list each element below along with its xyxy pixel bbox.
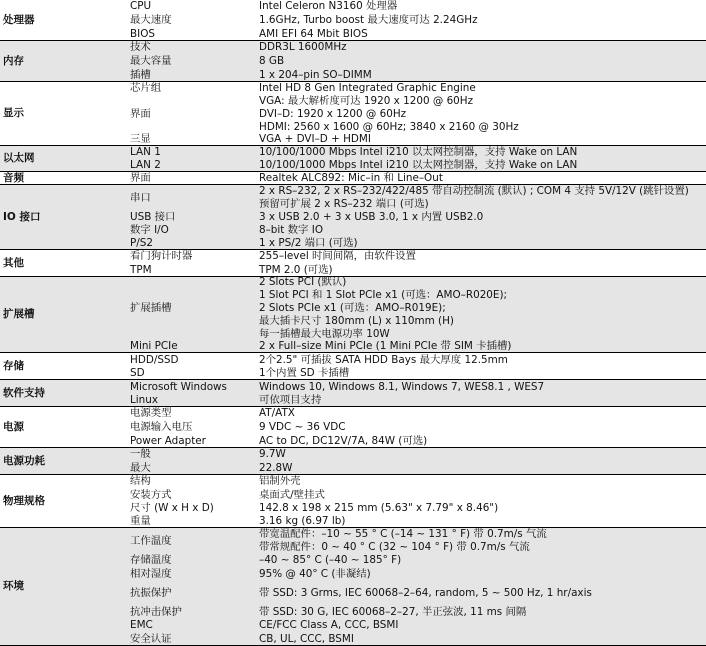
spec-value [259, 277, 704, 340]
spec-value-line: VGA + DVI–D + HDMI [259, 133, 371, 145]
spec-value-line: 预留可扩展 2 x RS–232 端口 (可选) [259, 198, 429, 210]
spec-group [0, 380, 706, 407]
spec-value [259, 13, 704, 27]
spec-row [0, 461, 706, 475]
spec-value-line: Intel HD 8 Gen Integrated Graphic Engine [259, 82, 476, 94]
spec-group [0, 475, 706, 528]
spec-group [0, 172, 706, 185]
spec-group [0, 250, 706, 277]
spec-label: 重量 [130, 515, 151, 528]
spec-value [259, 82, 704, 95]
spec-row [0, 263, 706, 277]
spec-row [0, 27, 706, 41]
spec-value-line: VGA: 最大解析度可达 1920 x 1200 @ 60Hz [259, 94, 474, 107]
spec-label: Microsoft Windows [130, 380, 227, 393]
spec-row [0, 528, 706, 554]
spec-value [259, 632, 704, 646]
spec-row [0, 68, 706, 82]
spec-label: 插槽 [130, 68, 151, 81]
spec-value [259, 224, 704, 237]
spec-row [0, 133, 706, 146]
spec-value [259, 172, 704, 185]
spec-value-line: –40 ~ 85° C (–40 ~ 185° F) [259, 554, 402, 566]
category-label: 扩展槽 [3, 308, 35, 321]
spec-value [259, 581, 704, 605]
spec-row [0, 394, 706, 407]
spec-value-line: 2 x RS–232, 2 x RS–232/422/485 带自动控制流 (默认) ; COM 4 支持 5V/12V (跳针设置) [259, 185, 689, 197]
spec-value-line: 带常规配件：0 ~ 40 ° C (32 ~ 104 ° F) 带 0.7m/s 气流 [259, 541, 530, 553]
spec-label: 存储温度 [130, 554, 172, 567]
spec-group [0, 277, 706, 353]
spec-group [0, 448, 706, 475]
spec-value-line: 3 x USB 2.0 + 3 x USB 3.0, 1 x 内置 USB2.0 [259, 211, 484, 223]
spec-value-line: Realtek ALC892: Mic–in 和 Line–Out [259, 172, 443, 184]
category-label: 环境 [3, 580, 24, 593]
spec-value-line: 1 x 204–pin SO–DIMM [259, 68, 372, 81]
spec-row [0, 380, 706, 394]
category-label: IO 接口 [3, 210, 41, 223]
spec-label: EMC [130, 619, 153, 632]
spec-row [0, 41, 706, 54]
spec-value [259, 461, 704, 475]
spec-value-line: 9 VDC ~ 36 VDC [259, 420, 346, 433]
spec-row [0, 211, 706, 224]
spec-value [259, 619, 704, 632]
spec-value-line: 142.8 x 198 x 215 mm (5.63" x 7.79" x 8.46") [259, 502, 499, 514]
spec-label: 安全认证 [130, 632, 172, 645]
spec-label: 界面 [130, 107, 151, 120]
spec-label: SD [130, 367, 145, 380]
spec-row [0, 581, 706, 605]
spec-group [0, 82, 706, 146]
spec-value-line: 1 x PS/2 端口 (可选) [259, 237, 358, 249]
spec-row [0, 434, 706, 448]
spec-value-line: 2 Slots PCI (默认) [259, 276, 347, 288]
spec-value [259, 340, 704, 353]
spec-row [0, 237, 706, 250]
spec-value [259, 434, 704, 448]
spec-label: 电源输入电压 [130, 420, 193, 433]
spec-value-line: 1.6GHz, Turbo boost 最大速度可达 2.24GHz [259, 13, 478, 26]
spec-value [259, 133, 704, 146]
spec-label: 界面 [130, 172, 151, 185]
spec-row [0, 250, 706, 263]
spec-label: 工作温度 [130, 534, 172, 547]
spec-value [259, 211, 704, 224]
spec-value [259, 554, 704, 567]
spec-value [259, 407, 704, 420]
category-label: 音频 [3, 171, 24, 184]
spec-value [259, 567, 704, 581]
spec-row [0, 632, 706, 646]
spec-value [259, 41, 704, 54]
spec-label: TPM [130, 263, 152, 276]
spec-value-line: 1 Slot PCI 和 1 Slot PCIe x1 (可选：AMO–R020E); [259, 289, 508, 301]
spec-value-line: 2 x Full–size Mini PCIe (1 Mini PCIe 带 SIM 卡插槽) [259, 340, 512, 352]
spec-row [0, 367, 706, 380]
spec-value [259, 353, 704, 367]
spec-row [0, 515, 706, 528]
spec-value-line: 2 Slots PCIe x1 (可选：AMO–R019E); [259, 302, 446, 314]
spec-label: BIOS [130, 27, 155, 40]
spec-value-line: 95% @ 40° C (非凝结) [259, 567, 371, 580]
spec-value [259, 367, 704, 380]
spec-row [0, 95, 706, 133]
category-label: 电源功耗 [3, 454, 45, 467]
category-label: 软件支持 [3, 386, 45, 399]
spec-group [0, 407, 706, 448]
spec-label: 最大速度 [130, 13, 172, 26]
spec-row [0, 224, 706, 237]
spec-group [0, 146, 706, 172]
spec-value-line: 铝制外壳 [259, 475, 301, 487]
spec-row [0, 619, 706, 632]
spec-value-line: DVI–D: 1920 x 1200 @ 60Hz [259, 107, 407, 120]
spec-label: 最大 [130, 461, 151, 474]
category-label: 存储 [3, 359, 24, 372]
spec-value [259, 420, 704, 434]
spec-value-line: AC to DC, DC12V/7A, 84W (可选) [259, 434, 428, 447]
spec-row [0, 605, 706, 619]
spec-label: 数字 I/O [130, 224, 169, 237]
category-label: 内存 [3, 54, 24, 67]
spec-value [259, 605, 704, 619]
spec-group [0, 528, 706, 646]
spec-row [0, 448, 706, 461]
spec-value-line: 桌面式/壁挂式 [259, 488, 325, 501]
spec-label: 最大容量 [130, 54, 172, 67]
spec-label: 一般 [130, 448, 151, 461]
spec-label: 抗振保护 [130, 586, 172, 599]
spec-value-line: CB, UL, CCC, BSMI [259, 632, 354, 645]
spec-value-line: 3.16 kg (6.97 lb) [259, 515, 346, 527]
spec-value-line: TPM 2.0 (可选) [259, 263, 333, 276]
category-label: 显示 [3, 107, 24, 120]
spec-value-line: 9.7W [259, 448, 286, 460]
spec-label: Linux [130, 394, 158, 407]
spec-value-line: HDMI: 2560 x 1600 @ 60Hz; 3840 x 2160 @ 30Hz [259, 120, 519, 133]
category-label: 其他 [3, 256, 24, 269]
spec-label: Mini PCIe [130, 340, 178, 353]
spec-label: LAN 2 [130, 159, 161, 172]
spec-value [259, 54, 704, 68]
spec-value [259, 448, 704, 461]
category-label: 电源 [3, 420, 24, 433]
spec-label: 安装方式 [130, 488, 172, 501]
spec-row [0, 54, 706, 68]
spec-group [0, 353, 706, 380]
spec-value-line: 10/100/1000 Mbps Intel i210 以太网控制器，支持 Wake on LAN [259, 159, 578, 171]
spec-row [0, 420, 706, 434]
spec-value-line: 8–bit 数字 IO [259, 224, 323, 236]
spec-value [259, 250, 704, 263]
spec-value [259, 394, 704, 407]
category-label: 物理规格 [3, 494, 45, 507]
spec-row [0, 488, 706, 502]
spec-value [259, 68, 704, 82]
spec-value [259, 515, 704, 528]
spec-label: 扩展插槽 [130, 302, 172, 315]
spec-value [259, 502, 704, 515]
category-label: 处理器 [3, 13, 35, 26]
spec-value [259, 475, 704, 488]
spec-row [0, 0, 706, 13]
spec-label: 尺寸 (W x H x D) [130, 502, 214, 515]
spec-row [0, 554, 706, 567]
spec-value-line: 可依项目支持 [259, 394, 322, 406]
spec-label: 串口 [130, 191, 151, 204]
spec-value-line: 22.8W [259, 461, 293, 474]
spec-label: CPU [130, 0, 152, 13]
spec-label: P/S2 [130, 237, 153, 250]
spec-value-line: 带 SSD: 30 G, IEC 60068–2–27, 半正弦波, 11 ms 间隔 [259, 605, 527, 618]
spec-value-line: Intel Celeron N3160 处理器 [259, 0, 398, 12]
spec-value-line: 带宽温配件：–10 ~ 55 ° C (–14 ~ 131 ° F) 带 0.7m/s 气流 [259, 528, 547, 540]
spec-label: 相对湿度 [130, 567, 172, 580]
spec-value-line: 10/100/1000 Mbps Intel i210 以太网控制器，支持 Wake on LAN [259, 146, 578, 158]
spec-label: 抗冲击保护 [130, 605, 182, 618]
spec-value-line: 最大插卡尺寸 180mm (L) x 110mm (H) [259, 315, 454, 327]
spec-value [259, 380, 704, 394]
spec-row [0, 159, 706, 172]
spec-row [0, 82, 706, 95]
spec-value-line: 每一插槽最大电源功率 10W [259, 328, 390, 340]
spec-label: USB 接口 [130, 211, 176, 224]
spec-row [0, 407, 706, 420]
spec-value [259, 95, 704, 133]
spec-row [0, 567, 706, 581]
spec-value-line: Windows 10, Windows 8.1, Windows 7, WES8.1 , WES7 [259, 380, 545, 393]
category-label: 以太网 [3, 152, 35, 165]
spec-label: 结构 [130, 475, 151, 488]
spec-row [0, 13, 706, 27]
spec-value-line: 8 GB [259, 54, 285, 67]
spec-value [259, 488, 704, 502]
spec-label: 电源类型 [130, 407, 172, 420]
spec-row [0, 185, 706, 211]
spec-value [259, 0, 704, 13]
spec-label: Power Adapter [130, 434, 206, 447]
spec-value-line: 带 SSD: 3 Grms, IEC 60068–2–64, random, 5 ~ 500 Hz, 1 hr/axis [259, 586, 592, 599]
spec-row [0, 172, 706, 185]
spec-row [0, 340, 706, 353]
spec-group [0, 41, 706, 82]
spec-label: 技术 [130, 41, 151, 54]
spec-row [0, 475, 706, 488]
spec-value [259, 27, 704, 41]
spec-value-line: AT/ATX [259, 407, 295, 419]
spec-group [0, 185, 706, 250]
spec-label: 看门狗计时器 [130, 250, 193, 263]
spec-value [259, 146, 704, 159]
spec-value-line: DDR3L 1600MHz [259, 41, 347, 53]
spec-row [0, 353, 706, 367]
spec-row [0, 146, 706, 159]
spec-value-line: CE/FCC Class A, CCC, BSMI [259, 619, 399, 631]
spec-label: HDD/SSD [130, 353, 179, 366]
spec-value-line: 255–level 时间间隔，由软件设置 [259, 250, 416, 262]
spec-value [259, 185, 704, 211]
spec-value [259, 237, 704, 250]
spec-value-line: 2个2.5" 可插拔 SATA HDD Bays 最大厚度 12.5mm [259, 353, 508, 366]
spec-value-line: 1个内置 SD 卡插槽 [259, 367, 350, 379]
spec-value [259, 263, 704, 277]
spec-label: LAN 1 [130, 146, 161, 159]
spec-label: 三显 [130, 133, 151, 146]
spec-label: 芯片组 [130, 82, 162, 95]
spec-value [259, 528, 704, 554]
spec-group [0, 0, 706, 41]
spec-value-line: AMI EFI 64 Mbit BIOS [259, 27, 368, 40]
spec-row [0, 502, 706, 515]
spec-row [0, 277, 706, 340]
spec-value [259, 159, 704, 172]
